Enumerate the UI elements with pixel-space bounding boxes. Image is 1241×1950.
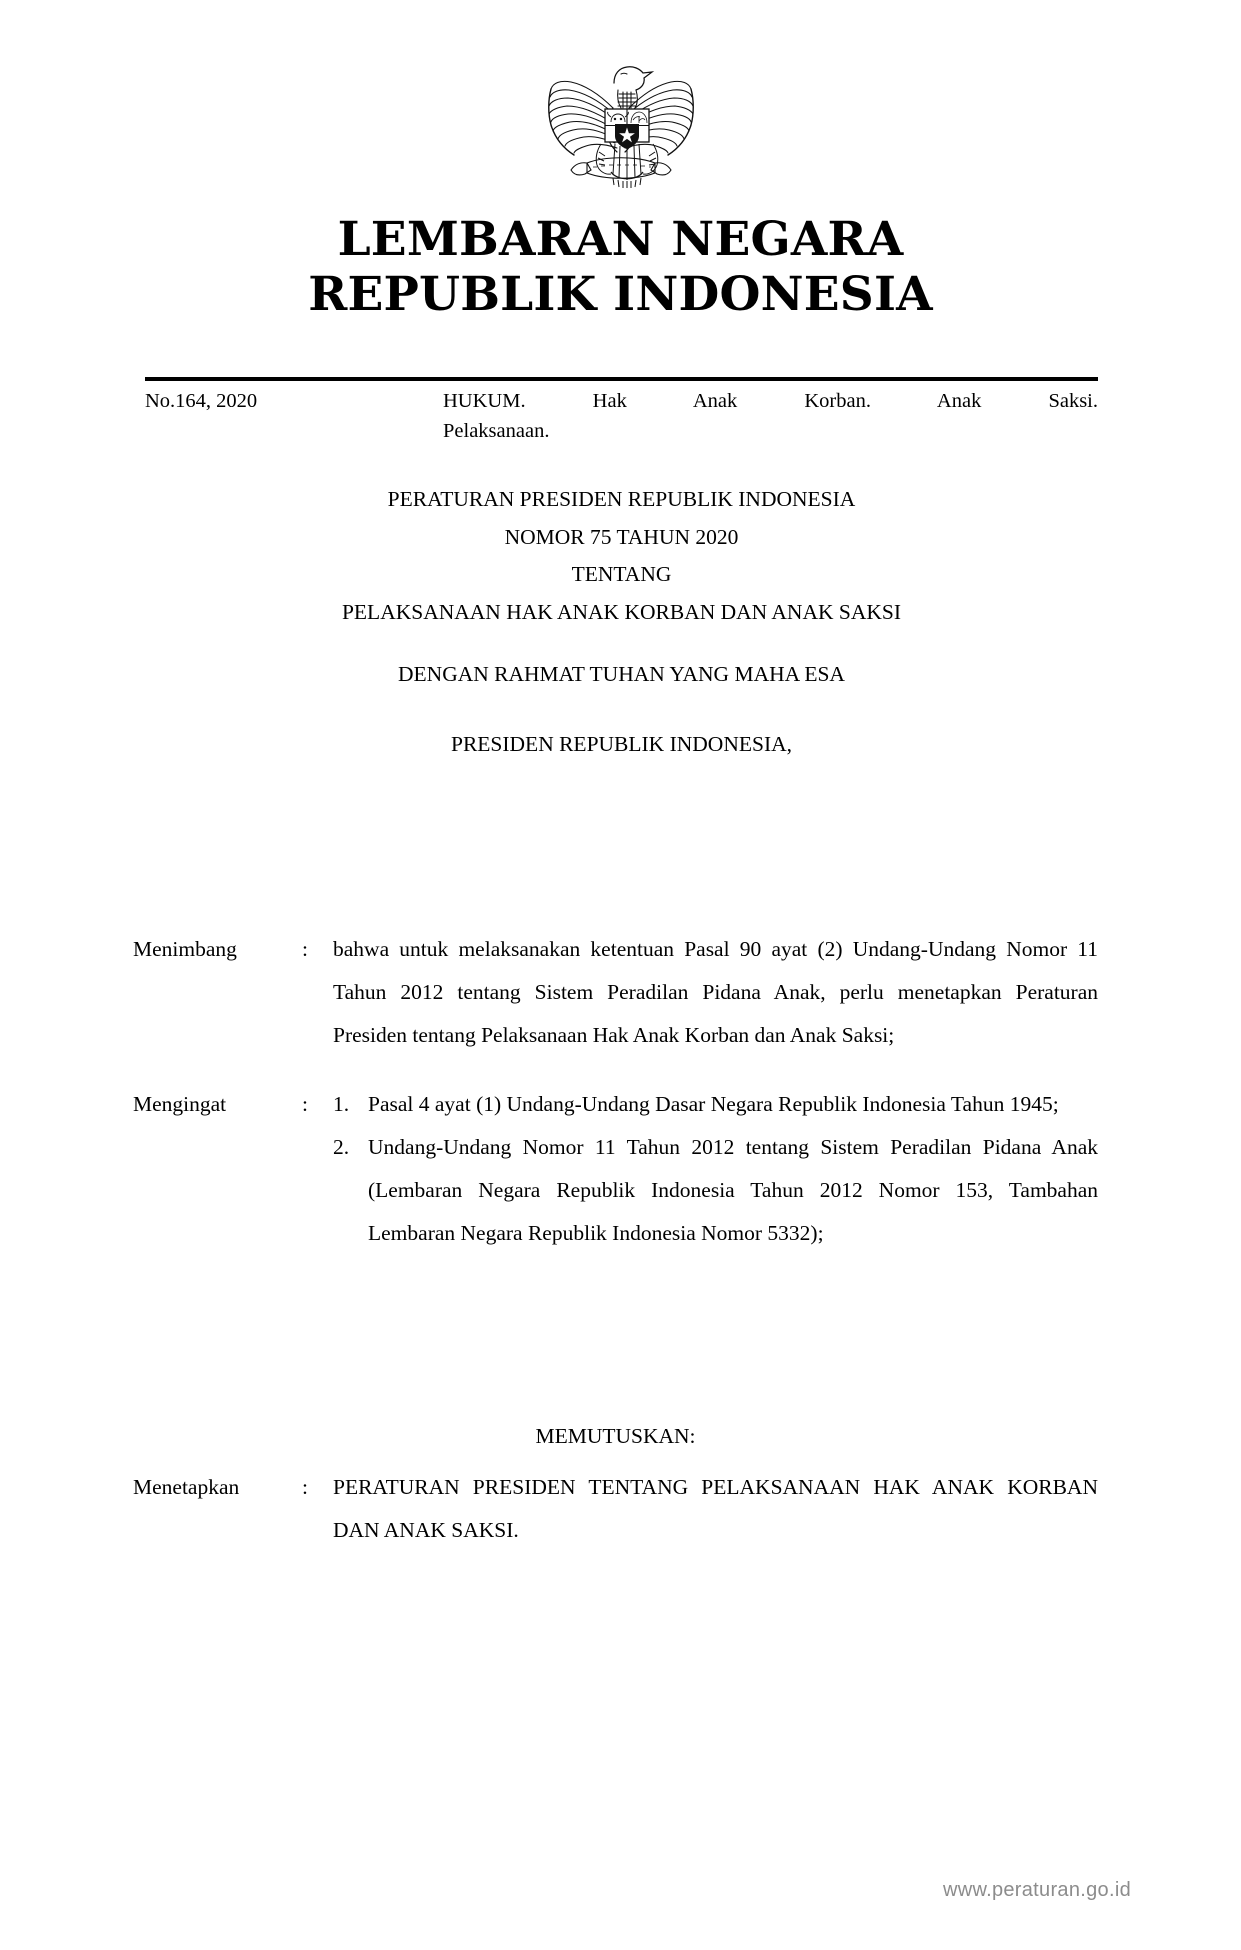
clause-menetapkan	[133, 1466, 1098, 1552]
footer-source-url: www.peraturan.go.id	[942, 1879, 1131, 1901]
clause-colon-mengingat: :	[302, 1092, 308, 1116]
garuda-pancasila-emblem	[535, 52, 707, 200]
list-item-text: Undang-Undang Nomor 11 Tahun 2012 tentang Sistem Peradilan Pidana Anak (Lembaran Negara Republik Indonesia Tahun 2012 Nomor 153, Tambahan Lembaran Negara Republik Indonesia Nomor 5332);	[368, 1135, 1098, 1245]
list-item-marker: 1.	[333, 1092, 350, 1116]
pancasila-shield	[605, 109, 649, 149]
invocation-line: DENGAN RAHMAT TUHAN YANG MAHA ESA	[398, 662, 845, 686]
title-line-authority: PERATURAN PRESIDEN REPUBLIK INDONESIA	[387, 487, 856, 511]
menetapkan-paragraph: PERATURAN PRESIDEN TENTANG PELAKSANAAN HAK ANAK KORBAN DAN ANAK SAKSI.	[333, 1475, 1098, 1542]
clause-colon-menetapkan: :	[302, 1475, 308, 1499]
clause-colon-menimbang: :	[302, 937, 308, 961]
menimbang-paragraph: bahwa untuk melaksanakan ketentuan Pasal 90 ayat (2) Undang-Undang Nomor 11 Tahun 2012 tentang Sistem Peradilan Pidana Anak, perlu menetapkan Peraturan Presiden tentang Pelaksanaan Hak Anak Korban dan Anak Saksi;	[333, 937, 1098, 1047]
clause-menimbang	[133, 928, 1098, 1057]
clause-label-menetapkan: Menetapkan	[133, 1475, 240, 1499]
clause-menetapkan-wrapper	[133, 1466, 1098, 1552]
issue-subject-line-2: Pelaksanaan.	[443, 419, 550, 442]
list-item	[333, 1083, 1098, 1126]
clause-content-menetapkan	[333, 1466, 1098, 1552]
header-divider-rule	[145, 377, 1098, 381]
mengingat-list	[333, 1083, 1098, 1255]
clause-mengingat	[133, 1083, 1098, 1255]
issue-number: No.164, 2020	[145, 390, 258, 412]
signatory-line: PRESIDEN REPUBLIK INDONESIA,	[450, 732, 793, 756]
list-item-text: Pasal 4 ayat (1) Undang-Undang Dasar Negara Republik Indonesia Tahun 1945;	[368, 1092, 1059, 1116]
regulation-title-block	[145, 489, 1098, 623]
masthead-line-1: LEMBARAN NEGARA	[337, 212, 904, 267]
masthead-line-2: REPUBLIK INDONESIA	[308, 266, 933, 322]
list-item-marker: 2.	[333, 1135, 350, 1159]
issue-row	[145, 387, 1098, 446]
title-line-subject: PELAKSANAAN HAK ANAK KORBAN DAN ANAK SAKSI	[341, 599, 902, 624]
issue-subject	[443, 387, 1098, 446]
list-item	[333, 1126, 1098, 1255]
clause-label-menimbang: Menimbang	[133, 937, 237, 961]
clause-label-mengingat: Mengingat	[133, 1092, 227, 1116]
title-line-about: TENTANG	[571, 562, 672, 586]
emblem-container	[0, 0, 1241, 200]
title-line-number: NOMOR 75 TAHUN 2020	[504, 524, 739, 549]
clause-content-mengingat	[333, 1083, 1098, 1255]
masthead	[0, 212, 1241, 322]
clause-content-menimbang	[333, 928, 1098, 1057]
decision-heading: MEMUTUSKAN:	[535, 1424, 696, 1448]
clauses-section	[133, 928, 1098, 1281]
issue-subject-line-1: HUKUM. Hak Anak Korban. Anak Saksi.	[443, 390, 1098, 412]
